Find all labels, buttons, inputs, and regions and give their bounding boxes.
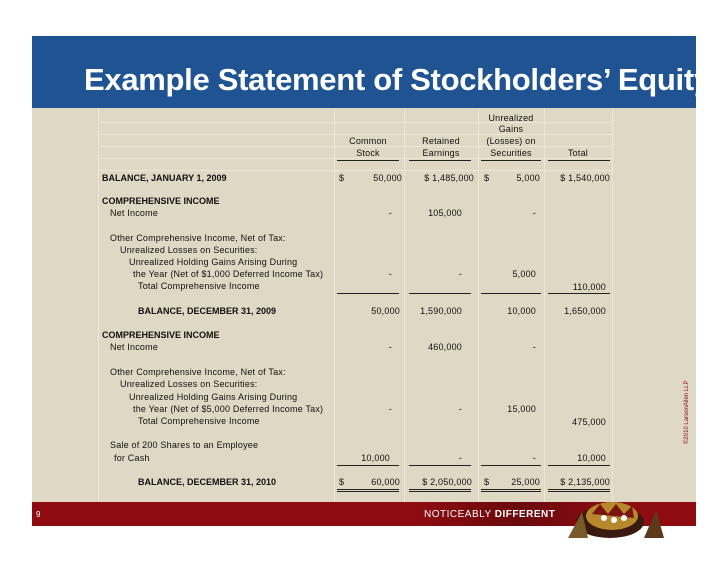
cell-unrealized: 5,000 bbox=[516, 173, 540, 183]
cell-total: $ 1,540,000 bbox=[560, 173, 610, 183]
header-underline bbox=[548, 160, 610, 161]
double-underline bbox=[409, 491, 471, 492]
double-underline bbox=[337, 489, 399, 490]
row-label: Other Comprehensive Income, Net of Tax: bbox=[110, 367, 286, 377]
row-label: Unrealized Losses on Securities: bbox=[120, 379, 258, 389]
subtotal-underline bbox=[409, 293, 471, 294]
subtotal-underline bbox=[409, 465, 471, 466]
dollar-sign: $ bbox=[339, 477, 345, 487]
cell-total: 110,000 bbox=[572, 282, 606, 292]
cell-retained: $ 1,485,000 bbox=[424, 173, 474, 183]
row-label: for Cash bbox=[114, 453, 150, 463]
subtotal-underline bbox=[337, 293, 399, 294]
subtotal-underline bbox=[548, 293, 610, 294]
dollar-sign: $ bbox=[339, 173, 345, 183]
gridline bbox=[478, 108, 479, 502]
cell-common: - bbox=[388, 404, 392, 414]
double-underline bbox=[337, 491, 399, 492]
col-header-retained: Earnings bbox=[422, 148, 460, 158]
cell-retained: - bbox=[458, 453, 462, 463]
header-underline bbox=[337, 160, 399, 161]
col-header-retained: Retained bbox=[422, 136, 460, 146]
row-label: the Year (Net of $1,000 Deferred Income Tax) bbox=[133, 269, 324, 279]
subtotal-underline bbox=[548, 465, 610, 466]
tagline-part-1: NOTICEABLY bbox=[424, 509, 495, 520]
col-header-unrealized: Gains bbox=[498, 124, 524, 134]
header-underline bbox=[409, 160, 471, 161]
row-label: Other Comprehensive Income, Net of Tax: bbox=[110, 233, 286, 243]
cell-retained: $ 2,050,000 bbox=[422, 477, 472, 487]
subtotal-underline bbox=[337, 465, 399, 466]
double-underline bbox=[481, 489, 541, 490]
balance-dec-2009-label: BALANCE, DECEMBER 31, 2009 bbox=[138, 306, 277, 316]
gridline bbox=[612, 108, 613, 502]
page-number: 9 bbox=[36, 510, 41, 519]
cell-unrealized: - bbox=[532, 453, 536, 463]
subtotal-underline bbox=[481, 293, 541, 294]
tagline-part-2: DIFFERENT bbox=[494, 509, 556, 520]
row-label: the Year (Net of $5,000 Deferred Income Tax) bbox=[133, 404, 324, 414]
copyright-notice: ©2010 LarsonAllen LLP bbox=[684, 380, 690, 444]
cell-retained: - bbox=[458, 404, 462, 414]
balance-jan-2009-label: BALANCE, JANUARY 1, 2009 bbox=[102, 173, 227, 183]
row-label: Total Comprehensive Income bbox=[138, 281, 260, 291]
cell-unrealized: 5,000 bbox=[512, 269, 536, 279]
cell-total: 10,000 bbox=[577, 453, 606, 463]
row-label: Total Comprehensive Income bbox=[138, 416, 260, 426]
row-label: Net Income bbox=[110, 208, 159, 218]
section-header: COMPREHENSIVE INCOME bbox=[102, 196, 220, 206]
gridline bbox=[334, 108, 335, 502]
decorative-artwork bbox=[548, 492, 678, 540]
dollar-sign: $ bbox=[484, 173, 490, 183]
gridline bbox=[98, 170, 612, 171]
cell-retained: 105,000 bbox=[428, 208, 462, 218]
cell-total: 1,650,000 bbox=[564, 306, 606, 316]
cell-common: - bbox=[388, 342, 392, 352]
gridline bbox=[404, 108, 405, 502]
row-label: Unrealized Holding Gains Arising During bbox=[129, 257, 298, 267]
double-underline bbox=[481, 491, 541, 492]
cell-common: 60,000 bbox=[371, 477, 400, 487]
dollar-sign: $ bbox=[484, 477, 490, 487]
row-label: Net Income bbox=[110, 342, 159, 352]
row-label: Unrealized Holding Gains Arising During bbox=[129, 392, 298, 402]
cell-retained: 460,000 bbox=[428, 342, 462, 352]
cell-unrealized: - bbox=[532, 342, 536, 352]
cell-total: $ 2,135,000 bbox=[560, 477, 610, 487]
col-header-common: Common bbox=[349, 136, 387, 146]
col-header-unrealized: Securities bbox=[490, 148, 532, 158]
col-header-unrealized: Unrealized bbox=[488, 113, 534, 123]
slide-title: Example Statement of Stockholders’ Equity bbox=[84, 62, 711, 97]
col-header-total: Total bbox=[567, 148, 588, 158]
double-underline bbox=[409, 489, 471, 490]
footer-tagline bbox=[424, 509, 555, 520]
cell-total: 475,000 bbox=[572, 417, 606, 427]
double-underline bbox=[548, 489, 610, 490]
row-label: Unrealized Losses on Securities: bbox=[120, 245, 258, 255]
col-header-unrealized: (Losses) on bbox=[486, 136, 536, 146]
cell-common: 50,000 bbox=[371, 306, 400, 316]
cell-unrealized: 15,000 bbox=[507, 404, 536, 414]
gridline bbox=[544, 108, 545, 502]
row-label: Sale of 200 Shares to an Employee bbox=[110, 440, 259, 450]
cell-common: - bbox=[388, 208, 392, 218]
col-header-common: Stock bbox=[356, 148, 380, 158]
balance-dec-2010-label: BALANCE, DECEMBER 31, 2010 bbox=[138, 477, 277, 487]
cell-unrealized: 10,000 bbox=[507, 306, 536, 316]
gridline bbox=[98, 108, 99, 502]
section-header: COMPREHENSIVE INCOME bbox=[102, 330, 220, 340]
cell-retained: - bbox=[458, 269, 462, 279]
cell-common: - bbox=[388, 269, 392, 279]
cell-common: 50,000 bbox=[373, 173, 402, 183]
cell-unrealized: 25,000 bbox=[511, 477, 540, 487]
header-underline bbox=[481, 160, 541, 161]
cell-retained: 1,590,000 bbox=[420, 306, 462, 316]
cell-unrealized: - bbox=[532, 208, 536, 218]
cell-common: 10,000 bbox=[361, 453, 390, 463]
subtotal-underline bbox=[481, 465, 541, 466]
